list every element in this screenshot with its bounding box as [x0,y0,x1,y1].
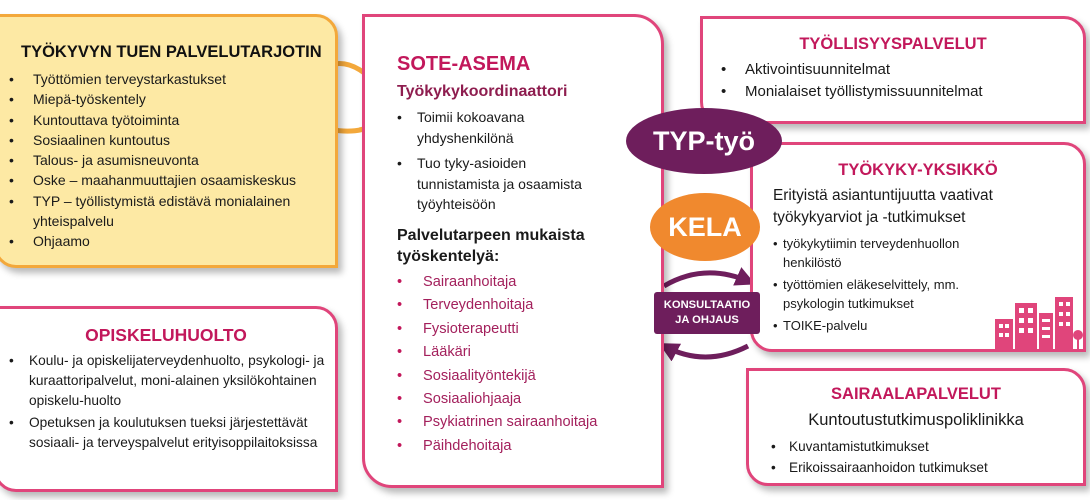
tyokyvyn-tuen-box [0,14,338,268]
list-item: • Sosiaalinen kuntoutus [9,130,331,150]
sair-list [771,437,988,478]
kela-badge: KELA [650,193,760,261]
list-item: • Opetuksen ja koulutuksen tueksi järjestettävät sosiaali- ja terveyspalvelut erityisoppilaitoksissa [9,413,327,453]
list-item: • Kuntouttava työtoiminta [9,110,331,130]
list-item: • Aktivointisuunnitelmat [721,59,983,81]
tuen-list [9,69,331,252]
list-item: • Terveydenhoitaja [397,294,657,317]
sote-asema-box [362,14,664,488]
list-item: • Oske – maahanmuuttajien osaamiskeskus [9,170,331,190]
tuen-title: TYÖKYVYN TUEN PALVELUTARJOTIN [21,43,322,61]
list-item: • Lääkäri [397,341,657,364]
list-item: • Psykiatrinen sairaanhoitaja [397,411,657,434]
tyol-title: TYÖLLISYYSPALVELUT [799,35,987,53]
arrow-tyokyky-to-sote [664,346,748,357]
list-item: • Sairaanhoitaja [397,271,657,294]
sair-title: SAIRAALAPALVELUT [831,385,1001,403]
tyokyky-yksikko-box [750,142,1086,352]
list-item: • Monialaiset työllistymissuunnitelmat [721,81,983,103]
list-item: • Sosiaaliohjaaja [397,388,657,411]
sote-title: SOTE-ASEMA [397,53,531,75]
list-item: • työttömien eläkeselvittely, mm. psykologin tutkimukset [773,276,1013,313]
list-item: • Kuvantamistutkimukset [771,437,988,458]
sote-coordinator-list [397,107,587,220]
city-buildings-icon [993,291,1083,351]
list-item: • työkykytiimin terveydenhuollon henkilöstö [773,235,1013,272]
sairaalapalvelut-box [746,368,1086,486]
tyok-lead: Erityistä asiantuntijuutta vaativat työkykyarviot ja -tutkimukset [773,187,993,226]
konsultaatio-badge [654,292,760,334]
sair-lead: Kuntoutustutkimuspoliklinikka [808,411,1024,429]
tyok-list [773,235,1013,340]
arrow-sote-to-tyokyky [664,273,750,286]
tyollisyyspalvelut-box [700,16,1086,124]
kons-line2: JA OHJAUS [675,314,739,326]
sote-heading2: Palvelutarpeen mukaista työskentelyä: [397,227,585,265]
list-item: • Tuo tyky-asioiden tunnistamista ja osaamista työyhteisöön [397,153,587,215]
list-item: • Työttömien terveystarkastukset [9,69,331,89]
list-item: • TYP – työllistymistä edistävä monialainen yhteispalvelu [9,191,331,232]
opis-title: OPISKELUHUOLTO [85,325,247,345]
tyok-title: TYÖKYKY-YKSIKKÖ [838,161,998,179]
sote-subtitle: Työkykykoordinaattori [397,83,568,100]
list-item: • Päihdehoitaja [397,435,657,458]
list-item: • Koulu- ja opiskelijaterveydenhuolto, psykologi- ja kuraattoripalvelut, moni-alainen yksilökohtainen opiskelu-huolto [9,351,327,411]
opis-list [9,351,327,455]
list-item: • Sosiaalityöntekijä [397,365,657,388]
opiskeluhuolto-box [0,306,338,492]
list-item: • Miepä-työskentely [9,89,331,109]
list-item: • TOIKE-palvelu [773,317,1013,336]
list-item: • Toimii kokoavana yhdyshenkilönä [397,107,587,148]
sote-roles-list [397,271,657,458]
kons-line1: KONSULTAATIO [663,299,751,311]
list-item: • Erikoissairaanhoidon tutkimukset [771,458,988,479]
list-item: • Talous- ja asumisneuvonta [9,150,331,170]
list-item: • Ohjaamo [9,231,331,251]
tyol-list [721,59,983,103]
typ-tyo-badge: TYP-työ [626,108,782,174]
list-item: • Fysioterapeutti [397,318,657,341]
